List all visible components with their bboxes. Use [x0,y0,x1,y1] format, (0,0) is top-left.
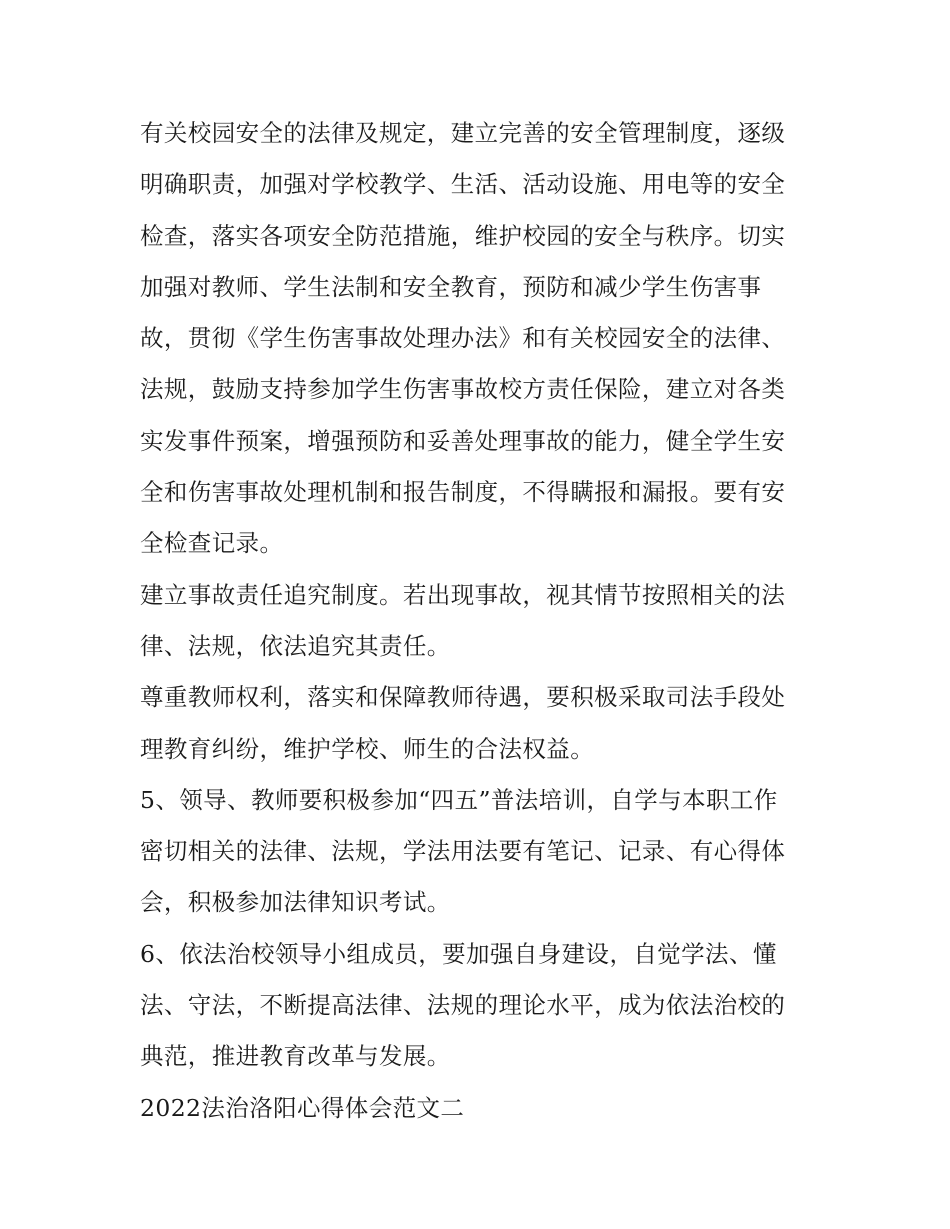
document-body [140,108,812,1134]
text-line: 5、领导、教师要积极参加“四五”普法培训，自学与本职工作 [140,785,778,814]
text-line: 实发事件预案，增强预防和妥善处理事故的能力，健全学生安 [140,426,786,455]
accountability-paragraph [140,570,812,673]
item-5-paragraph [140,775,812,929]
text-line: 理教育纠纷，维护学校、师生的合法权益。 [140,734,595,763]
safety-management-paragraph [140,108,812,570]
text-line: 有关校园安全的法律及规定，建立完善的安全管理制度，逐级 [140,119,786,147]
teacher-rights-paragraph [140,672,812,775]
text-line: 加强对教师、学生法制和安全教育，预防和减少学生伤害事 [140,272,762,301]
text-line: 律、法规，依法追究其责任。 [140,631,451,660]
text-line: 会，积极参加法律知识考试。 [140,888,451,917]
text-line: 全和伤害事故处理机制和报告制度，不得瞒报和漏报。要有安 [140,478,786,507]
item-6-paragraph [140,929,812,1083]
text-line: 检查，落实各项安全防范措施，维护校园的安全与秩序。切实 [140,221,786,250]
text-line: 建立事故责任追究制度。若出现事故，视其情节按照相关的法 [140,580,786,609]
text-line: 尊重教师权利，落实和保障教师待遇，要积极采取司法手段处 [140,683,786,712]
text-line: 密切相关的法律、法规，学法用法要有笔记、记录、有心得体 [140,837,786,866]
text-line: 6、依法治校领导小组成员，要加强自身建设，自觉学法、懂 [140,939,777,968]
section-heading [140,1083,812,1134]
text-line: 明确职责，加强对学校教学、生活、活动设施、用电等的安全 [140,170,786,199]
text-line: 法、守法，不断提高法律、法规的理论水平，成为依法治校的 [140,991,786,1020]
text-line: 故，贯彻《学生伤害事故处理办法》和有关校园安全的法律、 [140,324,786,353]
text-line: 法规，鼓励支持参加学生伤害事故校方责任保险，建立对各类 [140,375,786,404]
text-line: 全检查记录。 [140,529,284,558]
text-line: 典范，推进教育改革与发展。 [140,1042,451,1071]
heading-line: 2022法治洛阳心得体会范文二 [140,1093,465,1122]
